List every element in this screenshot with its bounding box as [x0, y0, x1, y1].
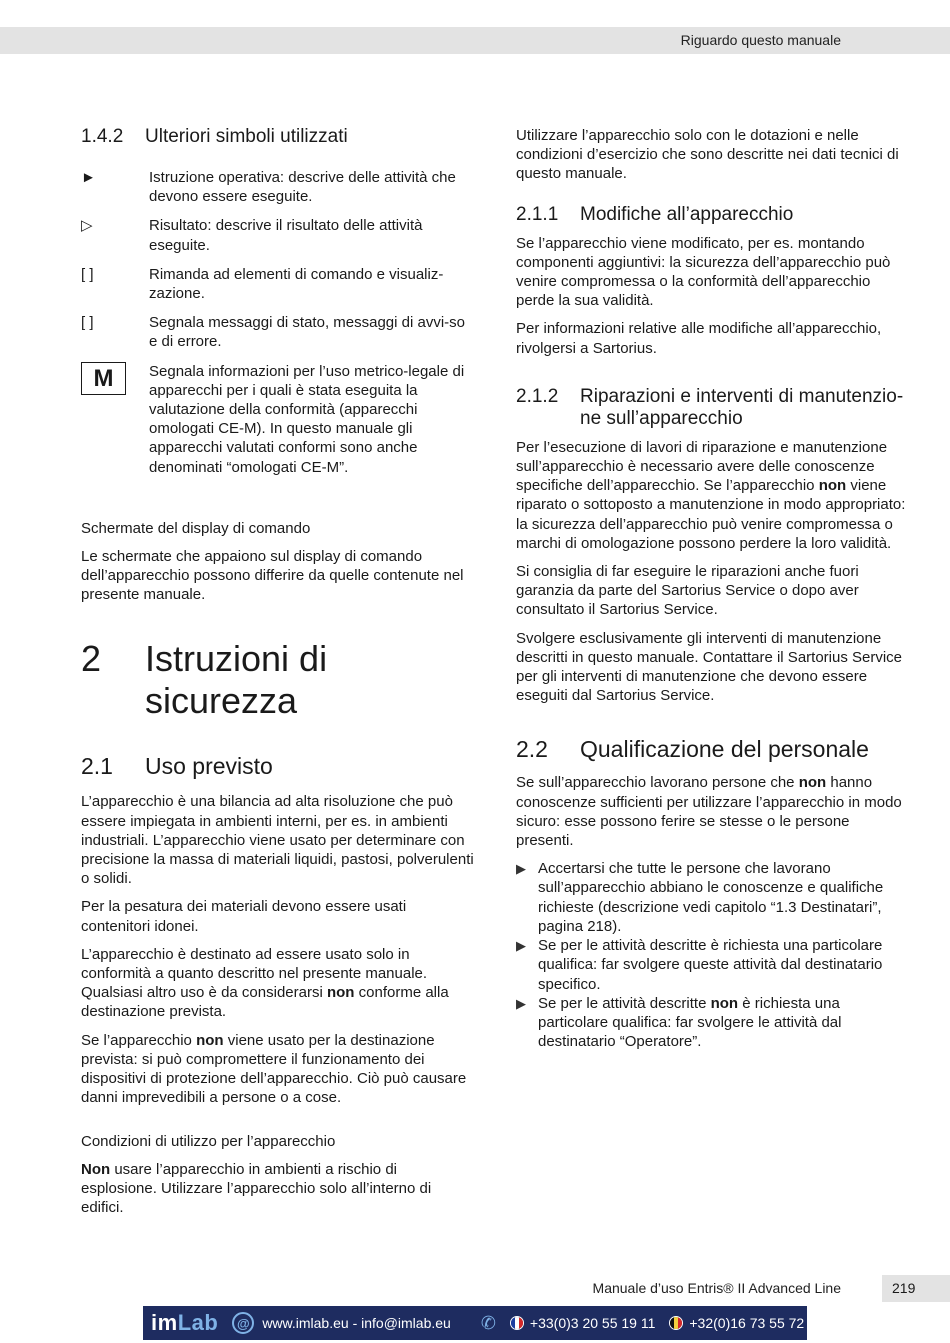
header-title: Riguardo questo manuale: [680, 32, 841, 48]
symbol-row: [81, 313, 477, 351]
paragraph: Se l’apparecchio non viene usato per la destinazione prevista: si può compromettere il funzionamento dei dispositivi di protezione dell’apparecchio. Ciò può causare danni imprevedibili a persone o a cose.: [81, 1031, 467, 1107]
instruction-text: Se per le attività descritte è richiesta una particolare qualifica: far svolgere queste attività dal destinatario specifico.: [538, 937, 883, 993]
paragraph: L’apparecchio è una bilancia ad alta risoluzione che può essere impiegata in ambienti interni, per es. in ambienti industriali. L’apparecchio viene usato per determinare con precisione la massa di materiali liquidi, pastosi, polverulenti o solidi.: [81, 793, 474, 888]
section-2-1-heading: [81, 752, 477, 780]
metrology-m-icon: M: [81, 362, 126, 395]
section-number: 2.1: [81, 753, 113, 780]
section-title: Ulteriori simboli utilizzati: [145, 126, 348, 147]
chapter-title: Istruzioni di sicurezza: [145, 638, 328, 722]
symbol-row: [81, 216, 477, 254]
instruction-item: [516, 859, 911, 936]
instruction-text: Accertarsi che tutte le persone che lavorano sull’apparecchio abbiano le conoscenze e qualifiche richieste (descrizione vedi capitolo “1.3 Destinatari”, pagina 218).: [538, 860, 884, 935]
paragraph: Si consiglia di far eseguire le riparazioni anche fuori garanzia da parte del Sartorius Service o dopo aver consultato il Sartorius Service.: [516, 563, 859, 619]
imlab-logo: imLab: [151, 1310, 219, 1335]
symbol-description: Istruzione operativa: descrive delle attività che devono essere eseguite.: [149, 169, 456, 206]
phone-belgium[interactable]: +32(0)16 73 55 72: [689, 1315, 805, 1331]
brackets-symbol: [ ]: [81, 265, 94, 283]
screens-subheading: Schermate del display di comando: [81, 519, 311, 537]
footer-title: Manuale d’uso Entris® II Advanced Line: [592, 1280, 841, 1296]
left-column: [81, 126, 477, 1226]
brackets-symbol: [ ]: [81, 314, 94, 332]
page-number-box: [882, 1275, 950, 1302]
paragraph: Utilizzare l’apparecchio solo con le dotazioni e nelle condizioni d’esercizio che sono descritte nei dati tecnici di questo manuale.: [516, 127, 899, 183]
paragraph: Per informazioni relative alle modifiche all’apparecchio, rivolgersi a Sartorius.: [516, 320, 882, 357]
conditions-paragraph: Non usare l’apparecchio in ambienti a rischio di esplosione. Utilizzare l’apparecchio solo all’interno di edifici.: [81, 1160, 432, 1216]
section-number: 2.1.2: [516, 385, 559, 407]
at-icon: @: [232, 1312, 254, 1334]
section-title: Qualificazione del personale: [580, 736, 869, 763]
section-number: 2.1.1: [516, 203, 559, 225]
header-bar: [0, 27, 950, 54]
website-email[interactable]: www.imlab.eu - info@imlab.eu: [262, 1315, 451, 1331]
instruction-arrow-icon: ▶: [516, 995, 526, 1011]
symbol-row: [81, 362, 477, 477]
section-number: 1.4.2: [81, 126, 124, 147]
result-arrow-icon: ▷: [81, 217, 93, 235]
screens-paragraph: Le schermate che appaiono sul display di comando dell’apparecchio possono differire da quelle contenute nel presente manuale.: [81, 547, 464, 604]
symbol-description: Segnala messaggi di stato, messaggi di avvi-so e di errore.: [149, 314, 465, 351]
section-2-1-2-heading: [516, 386, 911, 430]
instruction-arrow-icon: ▶: [516, 938, 526, 954]
section-title: Uso previsto: [145, 753, 273, 780]
conditions-subheading: Condizioni di utilizzo per l’apparecchio: [81, 1132, 336, 1150]
flag-be-icon: [669, 1316, 683, 1330]
paragraph: Per l’esecuzione di lavori di riparazione e manutenzione sull’apparecchio è necessario avere delle conoscenze specifiche dell’apparecchio. Se l’apparecchio non viene riparato o sottoposto a manutenzione in modo appropriato: la sicurezza dell’apparecchio può venire compromessa o marchi di omologazione possono perdere la loro validità.: [516, 438, 906, 552]
symbol-row: [81, 168, 477, 206]
instruction-item: [516, 994, 911, 1052]
paragraph: Svolgere esclusivamente gli interventi di manutenzione descritti in questo manuale. Contattare il Sartorius Service per gli interventi di manutenzione che devono essere eseguiti dal Sartorius Service.: [516, 629, 903, 705]
section-2-2-heading: [516, 735, 911, 763]
paragraph: Per la pesatura dei materiali devono essere usati contenitori idonei.: [81, 898, 407, 935]
page-number: 219: [892, 1280, 916, 1296]
instruction-item: [516, 936, 911, 994]
instruction-arrow-icon: ►: [81, 169, 96, 186]
flag-fr-icon: [510, 1316, 524, 1330]
symbol-description: Segnala informazioni per l’uso metrico-legale di apparecchi per i quali è stata eseguita la valutazione della conformità (apparecchi omologati CE-M). In questo manuale gli apparecchi valutati conformi sono anche denominati “omologati CE-M”.: [149, 362, 465, 476]
instruction-arrow-icon: ▶: [516, 861, 526, 877]
chapter-2-heading: [81, 638, 477, 722]
section-1-4-2-heading: [81, 126, 477, 148]
chapter-number: 2: [81, 638, 102, 680]
right-column: [516, 126, 911, 1051]
symbol-row: [81, 265, 477, 303]
phone-france[interactable]: +33(0)3 20 55 19 11: [529, 1315, 656, 1331]
phone-icon: ✆: [480, 1312, 496, 1333]
section-title: Modifiche all’apparecchio: [580, 203, 794, 225]
paragraph: Se sull’apparecchio lavorano persone che non hanno conoscenze sufficienti per utilizzare l’apparecchio in modo sicuro: esse possono ferire se stesse o le persone presenti.: [516, 774, 902, 850]
imlab-banner: [143, 1306, 807, 1340]
paragraph: L’apparecchio è destinato ad essere usato solo in conformità a quanto descritto nel presente manuale. Qualsiasi altro uso è da considerarsi non conforme alla destinazione prevista.: [81, 945, 449, 1021]
symbol-description: Rimanda ad elementi di comando e visualiz-zazione.: [149, 265, 444, 303]
paragraph: Se l’apparecchio viene modificato, per es. montando componenti aggiuntivi: la sicurezza dell’apparecchio può venire compromessa o la conformità dell’apparecchio perde la sua validità.: [516, 234, 891, 310]
section-title: Riparazioni e interventi di manutenzio-ne sull’apparecchio: [580, 385, 904, 429]
section-2-1-1-heading: [516, 204, 911, 226]
symbol-description: Risultato: descrive il risultato delle attività eseguite.: [149, 217, 423, 254]
instruction-text: Se per le attività descritte non è richiesta una particolare qualifica: far svolgere le attività dal destinatario “Operatore”.: [538, 994, 842, 1051]
section-number: 2.2: [516, 736, 548, 763]
